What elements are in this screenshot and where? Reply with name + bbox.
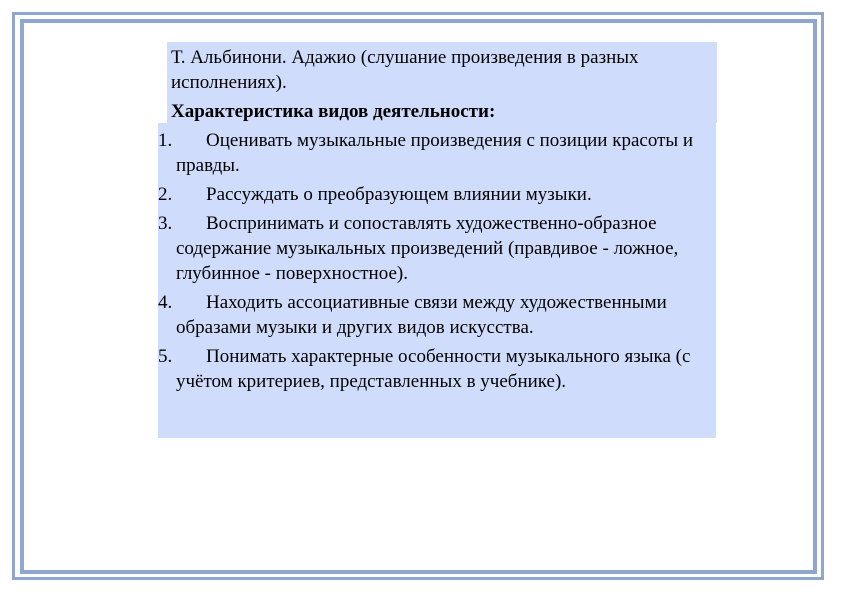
activities-list [158,123,716,438]
list-item-number: 1. [158,130,173,151]
intro-text: Т. Альбинони. Адажио (слушание произведения в разных исполнениях). [171,47,639,93]
list-item-number: 2. [158,184,173,205]
list-item [158,211,716,286]
activities-heading: Характеристика видов деятельности: [171,101,496,122]
list-item [158,344,716,394]
list-item [158,128,716,178]
list-item [158,290,716,340]
list-item-text: Понимать характерные особенности музыкального языка (с учётом критериев, представленных в учебнике). [176,346,691,392]
list-item-text: Воспринимать и сопоставлять художественно-образное содержание музыкальных произведений (правдивое - ложное, глубинное - поверхностное). [176,213,679,284]
list-item [158,182,716,207]
intro-block [167,42,717,123]
list-item-number: 5. [158,346,173,367]
list-item-number: 4. [158,292,173,313]
list-item-text: Находить ассоциативные связи между художественными образами музыки и других видов искусства. [176,292,667,338]
list-item-number: 3. [158,213,173,234]
list-item-text: Рассуждать о преобразующем влиянии музыки. [206,184,592,205]
list-item-text: Оценивать музыкальные произведения с позиции красоты и правды. [176,130,694,176]
